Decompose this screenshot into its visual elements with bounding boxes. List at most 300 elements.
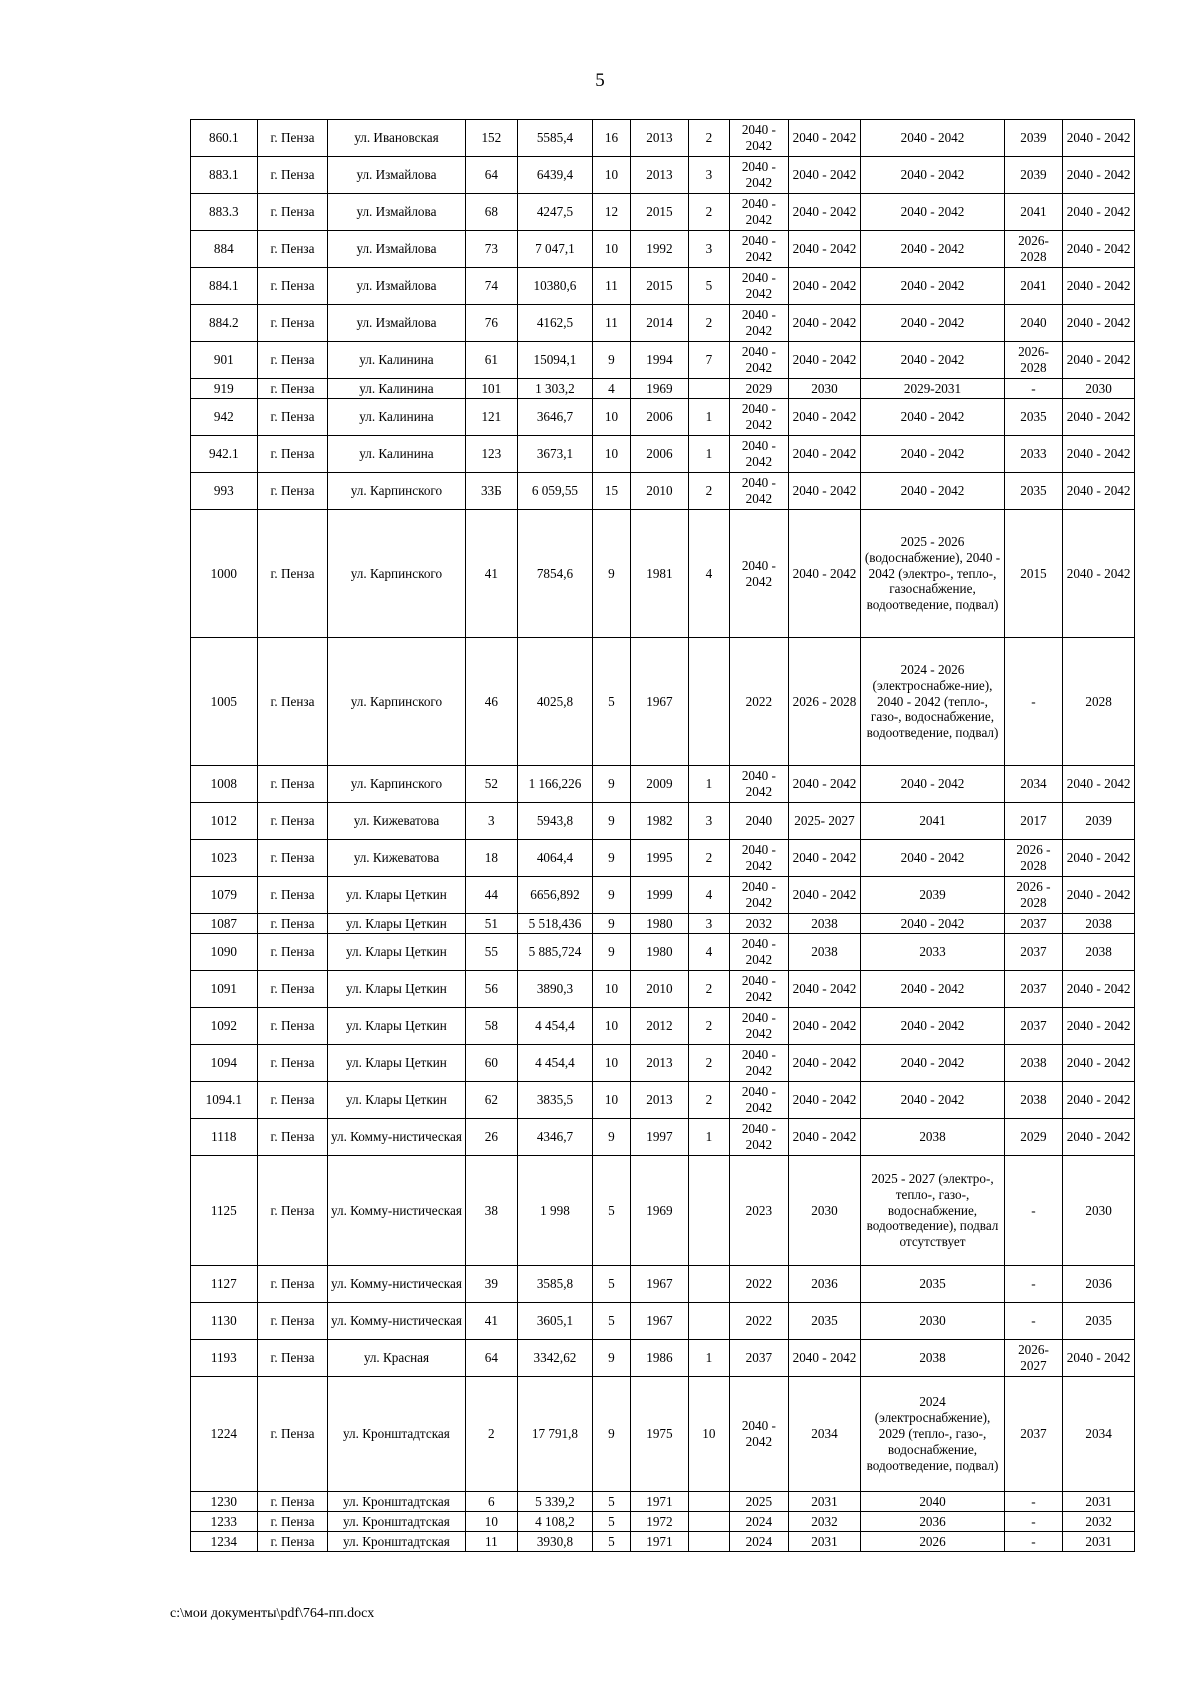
- table-cell: г. Пенза: [257, 342, 328, 379]
- table-cell: 121: [465, 399, 518, 436]
- table-cell: 2035: [1004, 399, 1063, 436]
- table-cell: 2032: [730, 914, 789, 934]
- table-cell: 9: [592, 1377, 630, 1492]
- table-cell: 3: [688, 231, 729, 268]
- table-row: [191, 934, 1135, 971]
- table-cell: 2040 - 2042: [730, 1082, 789, 1119]
- table-cell: 1994: [631, 342, 689, 379]
- table-cell: 2040 - 2042: [788, 120, 861, 157]
- table-cell: 5: [592, 638, 630, 766]
- table-cell: 52: [465, 766, 518, 803]
- table-cell: 4: [688, 877, 729, 914]
- table-cell: 3605,1: [518, 1303, 593, 1340]
- table-cell: 2040 - 2042: [1063, 1045, 1135, 1082]
- table-cell: 2040 - 2042: [1063, 1340, 1135, 1377]
- table-cell: 2036: [861, 1512, 1004, 1532]
- table-row: [191, 1377, 1135, 1492]
- table-cell: 2040 - 2042: [1063, 473, 1135, 510]
- table-cell: ул. Клары Цеткин: [328, 914, 465, 934]
- table-cell: -: [1004, 1266, 1063, 1303]
- table-cell: г. Пенза: [257, 638, 328, 766]
- table-cell: 2040: [861, 1492, 1004, 1512]
- table-cell: 2040 - 2042: [861, 971, 1004, 1008]
- table-cell: 2040 - 2042: [788, 194, 861, 231]
- table-cell: 9: [592, 914, 630, 934]
- table-cell: 2040 - 2042: [861, 914, 1004, 934]
- table-cell: 1125: [191, 1156, 258, 1266]
- table-cell: 1091: [191, 971, 258, 1008]
- table-cell: 2022: [730, 638, 789, 766]
- table-cell: 1079: [191, 877, 258, 914]
- table-cell: 6: [465, 1492, 518, 1512]
- table-cell: 1: [688, 1340, 729, 1377]
- table-cell: 2040 - 2042: [788, 305, 861, 342]
- table-cell: 2010: [631, 971, 689, 1008]
- table-cell: 2040 - 2042: [1063, 268, 1135, 305]
- table-cell: г. Пенза: [257, 268, 328, 305]
- table-cell: 2040 - 2042: [861, 231, 1004, 268]
- table-cell: 2038: [1004, 1045, 1063, 1082]
- table-cell: ул. Карпинского: [328, 510, 465, 638]
- table-cell: 1005: [191, 638, 258, 766]
- table-cell: 4346,7: [518, 1119, 593, 1156]
- table-cell: г. Пенза: [257, 803, 328, 840]
- table-cell: 9: [592, 766, 630, 803]
- table-cell: г. Пенза: [257, 1266, 328, 1303]
- table-cell: 2: [688, 1045, 729, 1082]
- table-cell: ул. Ивановская: [328, 120, 465, 157]
- table-cell: 2023: [730, 1156, 789, 1266]
- table-cell: 2040 - 2042: [788, 971, 861, 1008]
- table-cell: ул. Комму-нистическая: [328, 1119, 465, 1156]
- table-cell: г. Пенза: [257, 157, 328, 194]
- table-cell: 11: [592, 305, 630, 342]
- table-cell: 2040 - 2042: [730, 231, 789, 268]
- table-cell: 2040 - 2042: [730, 268, 789, 305]
- table-cell: 16: [592, 120, 630, 157]
- table-cell: 56: [465, 971, 518, 1008]
- table-cell: -: [1004, 1532, 1063, 1552]
- table-cell: 2035: [1063, 1303, 1135, 1340]
- table-cell: 2026 - 2028: [1004, 840, 1063, 877]
- table-cell: 1: [688, 1119, 729, 1156]
- table-cell: 2038: [861, 1119, 1004, 1156]
- table-cell: 1997: [631, 1119, 689, 1156]
- table-cell: 2038: [1063, 914, 1135, 934]
- table-cell: [688, 1266, 729, 1303]
- table-cell: 2040 - 2042: [788, 436, 861, 473]
- table-cell: ул. Красная: [328, 1340, 465, 1377]
- table-cell: 17 791,8: [518, 1377, 593, 1492]
- table-cell: 2040 - 2042: [861, 1008, 1004, 1045]
- table-cell: 883.1: [191, 157, 258, 194]
- table-cell: 2039: [1063, 803, 1135, 840]
- table-cell: 3890,3: [518, 971, 593, 1008]
- table-cell: 68: [465, 194, 518, 231]
- table-cell: 1975: [631, 1377, 689, 1492]
- table-cell: 2037: [1004, 1377, 1063, 1492]
- table-cell: 2038: [861, 1340, 1004, 1377]
- table-cell: 7: [688, 342, 729, 379]
- table-cell: -: [1004, 638, 1063, 766]
- table-cell: 2031: [1063, 1492, 1135, 1512]
- table-cell: 61: [465, 342, 518, 379]
- table-cell: 10: [592, 971, 630, 1008]
- table-cell: -: [1004, 1492, 1063, 1512]
- table-cell: 2040 - 2042: [788, 473, 861, 510]
- table-cell: 2040 - 2042: [861, 194, 1004, 231]
- table-row: [191, 120, 1135, 157]
- table-cell: ул. Клары Цеткин: [328, 934, 465, 971]
- table-cell: 11: [465, 1532, 518, 1552]
- table-cell: 2031: [788, 1492, 861, 1512]
- table-cell: 1012: [191, 803, 258, 840]
- table-cell: 5: [592, 1156, 630, 1266]
- table-cell: 2017: [1004, 803, 1063, 840]
- table-cell: 15: [592, 473, 630, 510]
- table-cell: 1094: [191, 1045, 258, 1082]
- table-cell: 2013: [631, 157, 689, 194]
- table-cell: -: [1004, 1512, 1063, 1532]
- table-cell: 2: [465, 1377, 518, 1492]
- table-cell: 4: [688, 510, 729, 638]
- table-row: [191, 157, 1135, 194]
- table-cell: 2: [688, 971, 729, 1008]
- table-cell: 1971: [631, 1492, 689, 1512]
- table-cell: 1000: [191, 510, 258, 638]
- table-cell: 883.3: [191, 194, 258, 231]
- table-cell: 1087: [191, 914, 258, 934]
- table-cell: ул. Калинина: [328, 379, 465, 399]
- table-cell: г. Пенза: [257, 120, 328, 157]
- table-cell: 2040 - 2042: [788, 1119, 861, 1156]
- table-cell: 1094.1: [191, 1082, 258, 1119]
- table-cell: 9: [592, 1119, 630, 1156]
- table-cell: 10: [465, 1512, 518, 1532]
- table-cell: 5: [592, 1532, 630, 1552]
- table-cell: 2040 - 2042: [730, 1008, 789, 1045]
- table-cell: 3585,8: [518, 1266, 593, 1303]
- table-row: [191, 1303, 1135, 1340]
- table-cell: [688, 638, 729, 766]
- table-cell: 1986: [631, 1340, 689, 1377]
- table-cell: 2040 - 2042: [861, 305, 1004, 342]
- table-row: [191, 971, 1135, 1008]
- table-cell: 2040 - 2042: [1063, 840, 1135, 877]
- table-cell: 2025 - 2026 (водоснабжение), 2040 - 2042 (электро-, тепло-, газоснабжение, водоотведение, подвал): [861, 510, 1004, 638]
- table-cell: 33Б: [465, 473, 518, 510]
- table-cell: 2006: [631, 436, 689, 473]
- table-cell: 2040 - 2042: [1063, 971, 1135, 1008]
- table-row: [191, 877, 1135, 914]
- table-cell: г. Пенза: [257, 231, 328, 268]
- table-cell: г. Пенза: [257, 436, 328, 473]
- footer-file-path: c:\мои документы\pdf\764-пп.docx: [170, 1606, 375, 1621]
- table-cell: ул. Карпинского: [328, 766, 465, 803]
- table-cell: 5: [592, 1512, 630, 1532]
- table-cell: 2040 - 2042: [730, 840, 789, 877]
- table-cell: ул. Измайлова: [328, 305, 465, 342]
- table-cell: 2037: [1004, 934, 1063, 971]
- table-row: [191, 1119, 1135, 1156]
- table-cell: 2026 - 2028: [1004, 877, 1063, 914]
- table-cell: 9: [592, 803, 630, 840]
- table-cell: 2040 - 2042: [730, 305, 789, 342]
- table-cell: 4 454,4: [518, 1045, 593, 1082]
- table-cell: 1 166,226: [518, 766, 593, 803]
- table-cell: 2009: [631, 766, 689, 803]
- table-cell: 2029: [730, 379, 789, 399]
- table-cell: г. Пенза: [257, 1512, 328, 1532]
- table-cell: -: [1004, 1156, 1063, 1266]
- table-cell: 2024 (электроснабжение), 2029 (тепло-, газо-, водоснабжение, водоотведение, подвал): [861, 1377, 1004, 1492]
- table-cell: 2: [688, 120, 729, 157]
- table-cell: 2026 - 2028: [788, 638, 861, 766]
- table-row: [191, 1340, 1135, 1377]
- table-cell: 51: [465, 914, 518, 934]
- table-cell: 2040 - 2042: [730, 436, 789, 473]
- table-cell: 2039: [1004, 120, 1063, 157]
- table-cell: 9: [592, 934, 630, 971]
- table-cell: 2040 - 2042: [788, 1340, 861, 1377]
- table-cell: 10: [688, 1377, 729, 1492]
- table-cell: 1967: [631, 1303, 689, 1340]
- table-cell: 1090: [191, 934, 258, 971]
- table-cell: 18: [465, 840, 518, 877]
- table-row: [191, 1045, 1135, 1082]
- table-cell: [688, 1512, 729, 1532]
- table-cell: 3835,5: [518, 1082, 593, 1119]
- table-cell: 2040 - 2042: [861, 268, 1004, 305]
- table-cell: г. Пенза: [257, 510, 328, 638]
- table-cell: г. Пенза: [257, 1492, 328, 1512]
- table-cell: 2040 - 2042: [788, 510, 861, 638]
- table-cell: г. Пенза: [257, 399, 328, 436]
- table-cell: 2037: [1004, 971, 1063, 1008]
- table-cell: 2040 - 2042: [861, 766, 1004, 803]
- table-cell: 2040 - 2042: [861, 157, 1004, 194]
- table-cell: 2041: [861, 803, 1004, 840]
- table-cell: 3: [688, 914, 729, 934]
- table-cell: 1230: [191, 1492, 258, 1512]
- table-cell: 2040 - 2042: [1063, 1082, 1135, 1119]
- table-cell: 2041: [1004, 194, 1063, 231]
- table-cell: 1023: [191, 840, 258, 877]
- table-cell: 2040 - 2042: [861, 120, 1004, 157]
- table-cell: 2040 - 2042: [1063, 305, 1135, 342]
- table-cell: 884: [191, 231, 258, 268]
- table-cell: 2038: [1004, 1082, 1063, 1119]
- table-cell: 2040: [1004, 305, 1063, 342]
- table-cell: 2040 - 2042: [1063, 1119, 1135, 1156]
- table-cell: 2: [688, 1082, 729, 1119]
- table-row: [191, 803, 1135, 840]
- table-cell: 2040 - 2042: [730, 877, 789, 914]
- table-cell: 1999: [631, 877, 689, 914]
- table-cell: 2029: [1004, 1119, 1063, 1156]
- table-cell: 2038: [788, 914, 861, 934]
- table-cell: г. Пенза: [257, 1377, 328, 1492]
- table-cell: 2010: [631, 473, 689, 510]
- table-cell: 2: [688, 840, 729, 877]
- table-cell: 4 454,4: [518, 1008, 593, 1045]
- table-cell: 2013: [631, 1082, 689, 1119]
- table-cell: [688, 1303, 729, 1340]
- table-cell: 10: [592, 231, 630, 268]
- table-cell: 7854,6: [518, 510, 593, 638]
- table-cell: г. Пенза: [257, 877, 328, 914]
- table-cell: 2030: [788, 379, 861, 399]
- table-cell: 2029-2031: [861, 379, 1004, 399]
- table-row: [191, 1266, 1135, 1303]
- table-cell: 1: [688, 436, 729, 473]
- table-cell: 1981: [631, 510, 689, 638]
- table-cell: 2032: [1063, 1512, 1135, 1532]
- table-cell: 2040 - 2042: [1063, 157, 1135, 194]
- table-cell: 2040 - 2042: [730, 1045, 789, 1082]
- table-cell: 5: [592, 1266, 630, 1303]
- table-cell: 993: [191, 473, 258, 510]
- table-cell: 2031: [1063, 1532, 1135, 1552]
- table-cell: 9: [592, 877, 630, 914]
- table-cell: 55: [465, 934, 518, 971]
- table-cell: 2036: [788, 1266, 861, 1303]
- table-cell: 2040 - 2042: [861, 840, 1004, 877]
- table-cell: 15094,1: [518, 342, 593, 379]
- table-cell: 2040 - 2042: [1063, 342, 1135, 379]
- table-cell: 2026: [861, 1532, 1004, 1552]
- table-cell: 2040 - 2042: [1063, 120, 1135, 157]
- table-cell: ул. Клары Цеткин: [328, 1045, 465, 1082]
- table-cell: 2015: [631, 268, 689, 305]
- table-cell: 2040 - 2042: [788, 1082, 861, 1119]
- table-cell: 1982: [631, 803, 689, 840]
- table-cell: г. Пенза: [257, 194, 328, 231]
- table-cell: 2031: [788, 1532, 861, 1552]
- table-row: [191, 194, 1135, 231]
- table-cell: г. Пенза: [257, 1119, 328, 1156]
- table-cell: 1980: [631, 934, 689, 971]
- table-cell: 5 518,436: [518, 914, 593, 934]
- table-cell: 1 303,2: [518, 379, 593, 399]
- table-cell: 2038: [788, 934, 861, 971]
- table-cell: 2022: [730, 1303, 789, 1340]
- table-cell: ул. Измайлова: [328, 157, 465, 194]
- table-cell: 2012: [631, 1008, 689, 1045]
- table-cell: 2024 - 2026 (электроснабже-ние), 2040 - 2042 (тепло-, газо-, водоснабжение, водоотведение, подвал): [861, 638, 1004, 766]
- table-cell: 3930,8: [518, 1532, 593, 1552]
- table-cell: 2040 - 2042: [1063, 510, 1135, 638]
- table-cell: 76: [465, 305, 518, 342]
- table-cell: 1971: [631, 1532, 689, 1552]
- table-cell: 9: [592, 840, 630, 877]
- table-cell: ул. Кронштадтская: [328, 1532, 465, 1552]
- table-cell: ул. Кижеватова: [328, 840, 465, 877]
- table-row: [191, 268, 1135, 305]
- table-cell: 2025: [730, 1492, 789, 1512]
- table-cell: ул. Кронштадтская: [328, 1377, 465, 1492]
- table-row: [191, 1532, 1135, 1552]
- table-cell: 2040 - 2042: [861, 473, 1004, 510]
- table-cell: 152: [465, 120, 518, 157]
- table-cell: -: [1004, 379, 1063, 399]
- table-cell: 2: [688, 473, 729, 510]
- table-cell: 2015: [631, 194, 689, 231]
- table-cell: 942: [191, 399, 258, 436]
- table-cell: 1995: [631, 840, 689, 877]
- table-cell: [688, 1532, 729, 1552]
- table-cell: ул. Клары Цеткин: [328, 971, 465, 1008]
- table-cell: ул. Измайлова: [328, 268, 465, 305]
- table-row: [191, 1156, 1135, 1266]
- table-cell: 2040 - 2042: [1063, 194, 1135, 231]
- table-row: [191, 638, 1135, 766]
- table-cell: 2030: [788, 1156, 861, 1266]
- table-cell: 2024: [730, 1532, 789, 1552]
- table-cell: 3: [465, 803, 518, 840]
- table-cell: 1008: [191, 766, 258, 803]
- table-cell: 2040 - 2042: [730, 971, 789, 1008]
- table-cell: 2022: [730, 1266, 789, 1303]
- table-cell: 74: [465, 268, 518, 305]
- table-cell: 1967: [631, 1266, 689, 1303]
- table-row: [191, 1008, 1135, 1045]
- table-cell: 2040 - 2042: [1063, 399, 1135, 436]
- table-cell: 919: [191, 379, 258, 399]
- table-cell: 2040 - 2042: [788, 1008, 861, 1045]
- table-cell: 2040 - 2042: [730, 1119, 789, 1156]
- table-cell: ул. Калинина: [328, 342, 465, 379]
- table-cell: 10: [592, 1082, 630, 1119]
- table-cell: 2040 - 2042: [788, 268, 861, 305]
- table-cell: 1127: [191, 1266, 258, 1303]
- table-cell: [688, 1156, 729, 1266]
- table-cell: 10: [592, 1008, 630, 1045]
- housing-schedule-table: [190, 119, 1135, 1552]
- table-cell: 5: [592, 1303, 630, 1340]
- table-cell: ул. Кронштадтская: [328, 1512, 465, 1532]
- table-cell: 44: [465, 877, 518, 914]
- table-cell: 2033: [1004, 436, 1063, 473]
- table-cell: 2040 - 2042: [730, 194, 789, 231]
- table-cell: 4: [592, 379, 630, 399]
- table-cell: 2040 - 2042: [730, 934, 789, 971]
- table-cell: г. Пенза: [257, 914, 328, 934]
- table-cell: г. Пенза: [257, 971, 328, 1008]
- table-cell: 2025 - 2027 (электро-, тепло-, газо-, водоснабжение, водоотведение), подвал отсутствует: [861, 1156, 1004, 1266]
- table-cell: г. Пенза: [257, 1082, 328, 1119]
- table-cell: ул. Клары Цеткин: [328, 1008, 465, 1045]
- table-cell: 1972: [631, 1512, 689, 1532]
- table-cell: 1092: [191, 1008, 258, 1045]
- table-cell: 2025- 2027: [788, 803, 861, 840]
- table-cell: 2: [688, 194, 729, 231]
- table-row: [191, 379, 1135, 399]
- table-cell: г. Пенза: [257, 305, 328, 342]
- table-cell: г. Пенза: [257, 1156, 328, 1266]
- table-cell: 2040 - 2042: [788, 399, 861, 436]
- table-cell: 2040 - 2042: [788, 877, 861, 914]
- table-cell: 2040 - 2042: [788, 231, 861, 268]
- table-cell: 6656,892: [518, 877, 593, 914]
- table-row: [191, 473, 1135, 510]
- table-cell: [688, 379, 729, 399]
- table-cell: 2040 - 2042: [730, 342, 789, 379]
- table-cell: ул. Карпинского: [328, 638, 465, 766]
- table-cell: г. Пенза: [257, 1303, 328, 1340]
- table-cell: 4064,4: [518, 840, 593, 877]
- table-cell: 5585,4: [518, 120, 593, 157]
